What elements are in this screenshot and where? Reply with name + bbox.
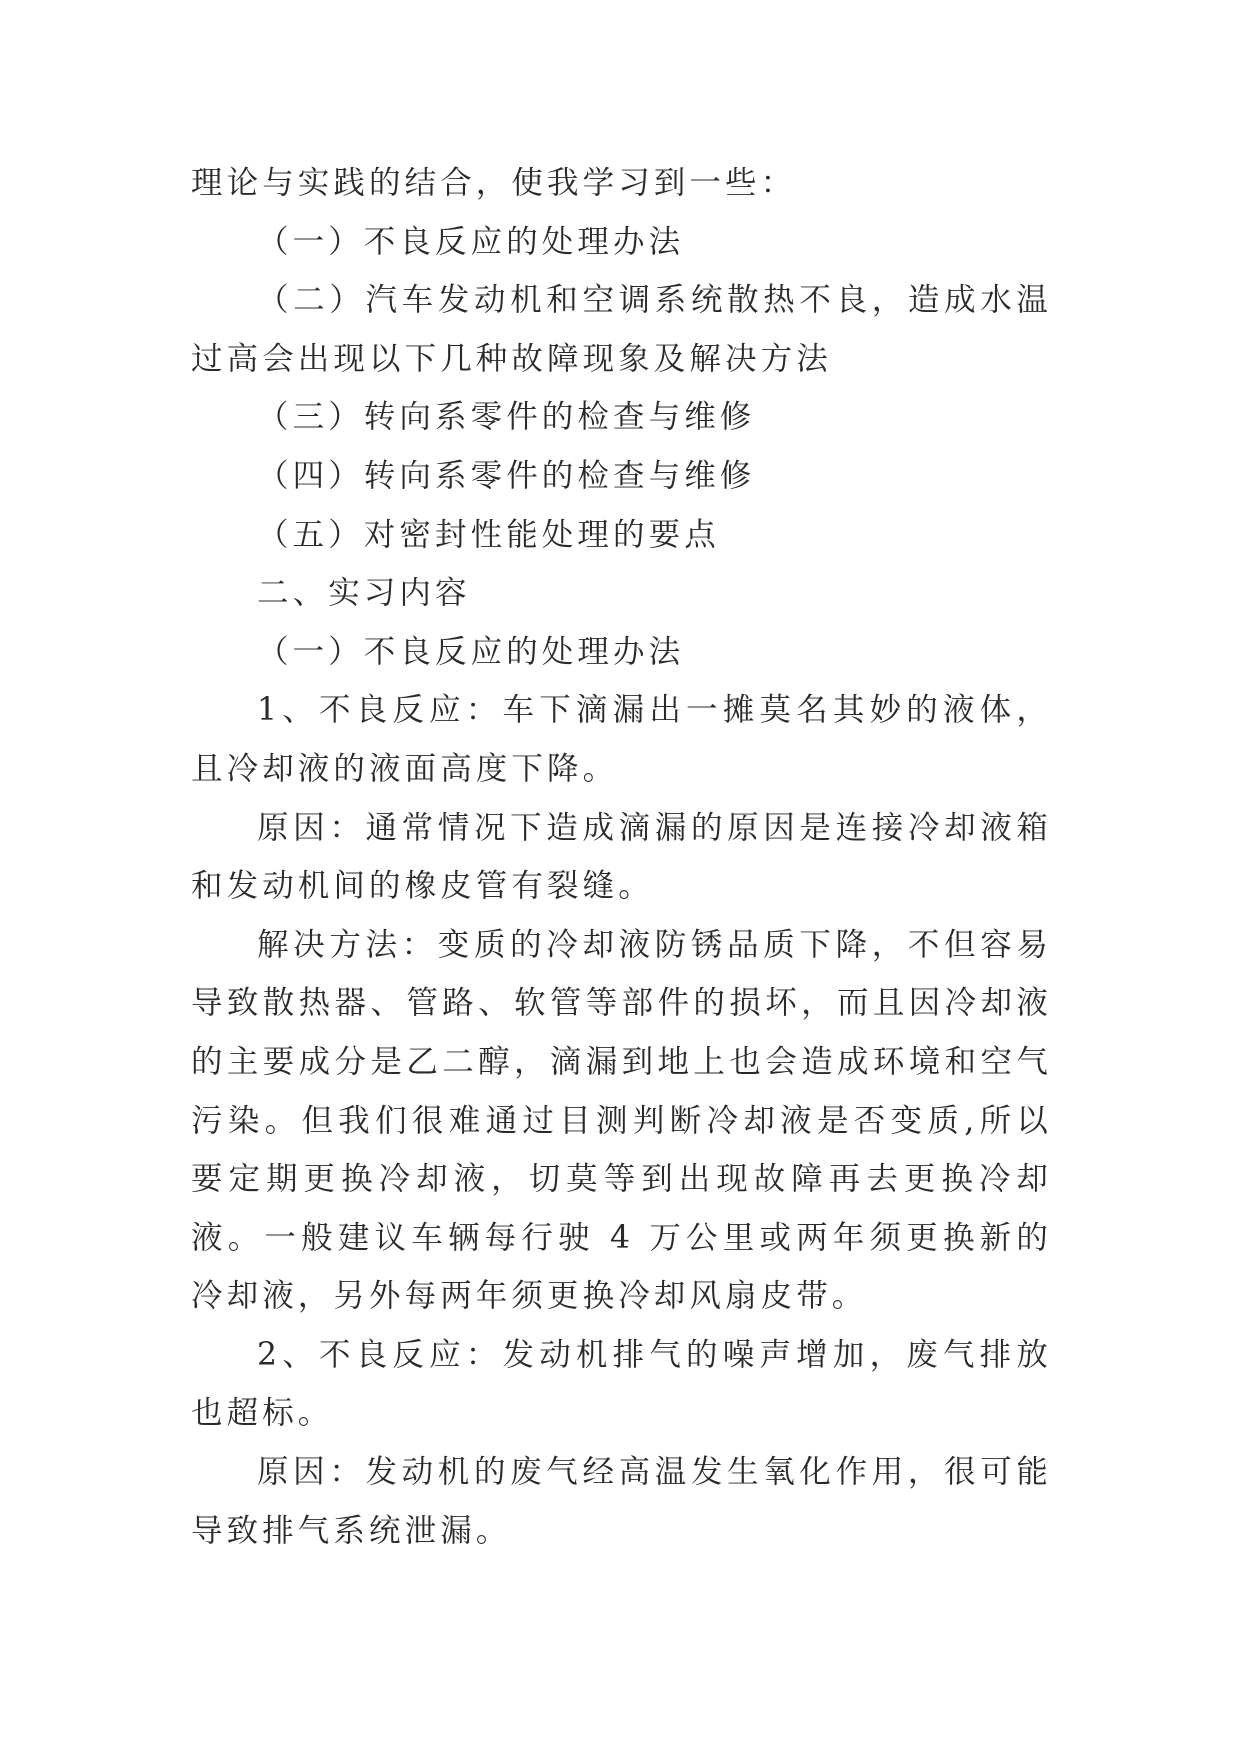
paragraph-cause-1: 原因：通常情况下造成滴漏的原因是连接冷却液箱和发动机间的橡皮管有裂缝。	[191, 809, 1052, 905]
document-body	[191, 154, 1052, 1560]
paragraph-intro: 理论与实践的结合，使我学习到一些：	[191, 165, 797, 201]
paragraph-reaction-2: 2、不良反应：发动机排气的噪声增加，废气排放也超标。	[191, 1336, 1052, 1432]
paragraph-item-4: （四）转向系零件的检查与维修	[257, 457, 756, 494]
paragraph-cause-2: 原因：发动机的废气经高温发生氧化作用，很可能导致排气系统泄漏。	[191, 1454, 1052, 1549]
subsection-heading: （一）不良反应的处理办法	[257, 633, 685, 670]
paragraph-solution-1: 解决方法：变质的冷却液防锈品质下降，不但容易导致散热器、管路、软管等部件的损坏，而且因冷却液的主要成分是乙二醇，滴漏到地上也会造成环境和空气污染。但我们很难通过目测判断冷却液是否变质,所以要定期更换冷却液，切莫等到出现故障再去更换冷却液。一般建议车辆每行驶 4 万公里或两年须更换新的冷却液，另外每两年须更换冷却风扇皮带。	[191, 926, 1052, 1315]
paragraph-item-3: （三）转向系零件的检查与维修	[257, 399, 756, 436]
paragraph-item-1: （一）不良反应的处理办法	[257, 223, 685, 260]
paragraph-reaction-1: 1、不良反应：车下滴漏出一摊莫名其妙的液体，且冷却液的液面高度下降。	[191, 692, 1052, 787]
paragraph-item-2: （二）汽车发动机和空调系统散热不良，造成水温过高会出现以下几种故障现象及解决方法	[191, 282, 1052, 377]
section-heading: 二、实习内容	[257, 575, 471, 612]
paragraph-item-5: （五）对密封性能处理的要点	[257, 516, 720, 553]
